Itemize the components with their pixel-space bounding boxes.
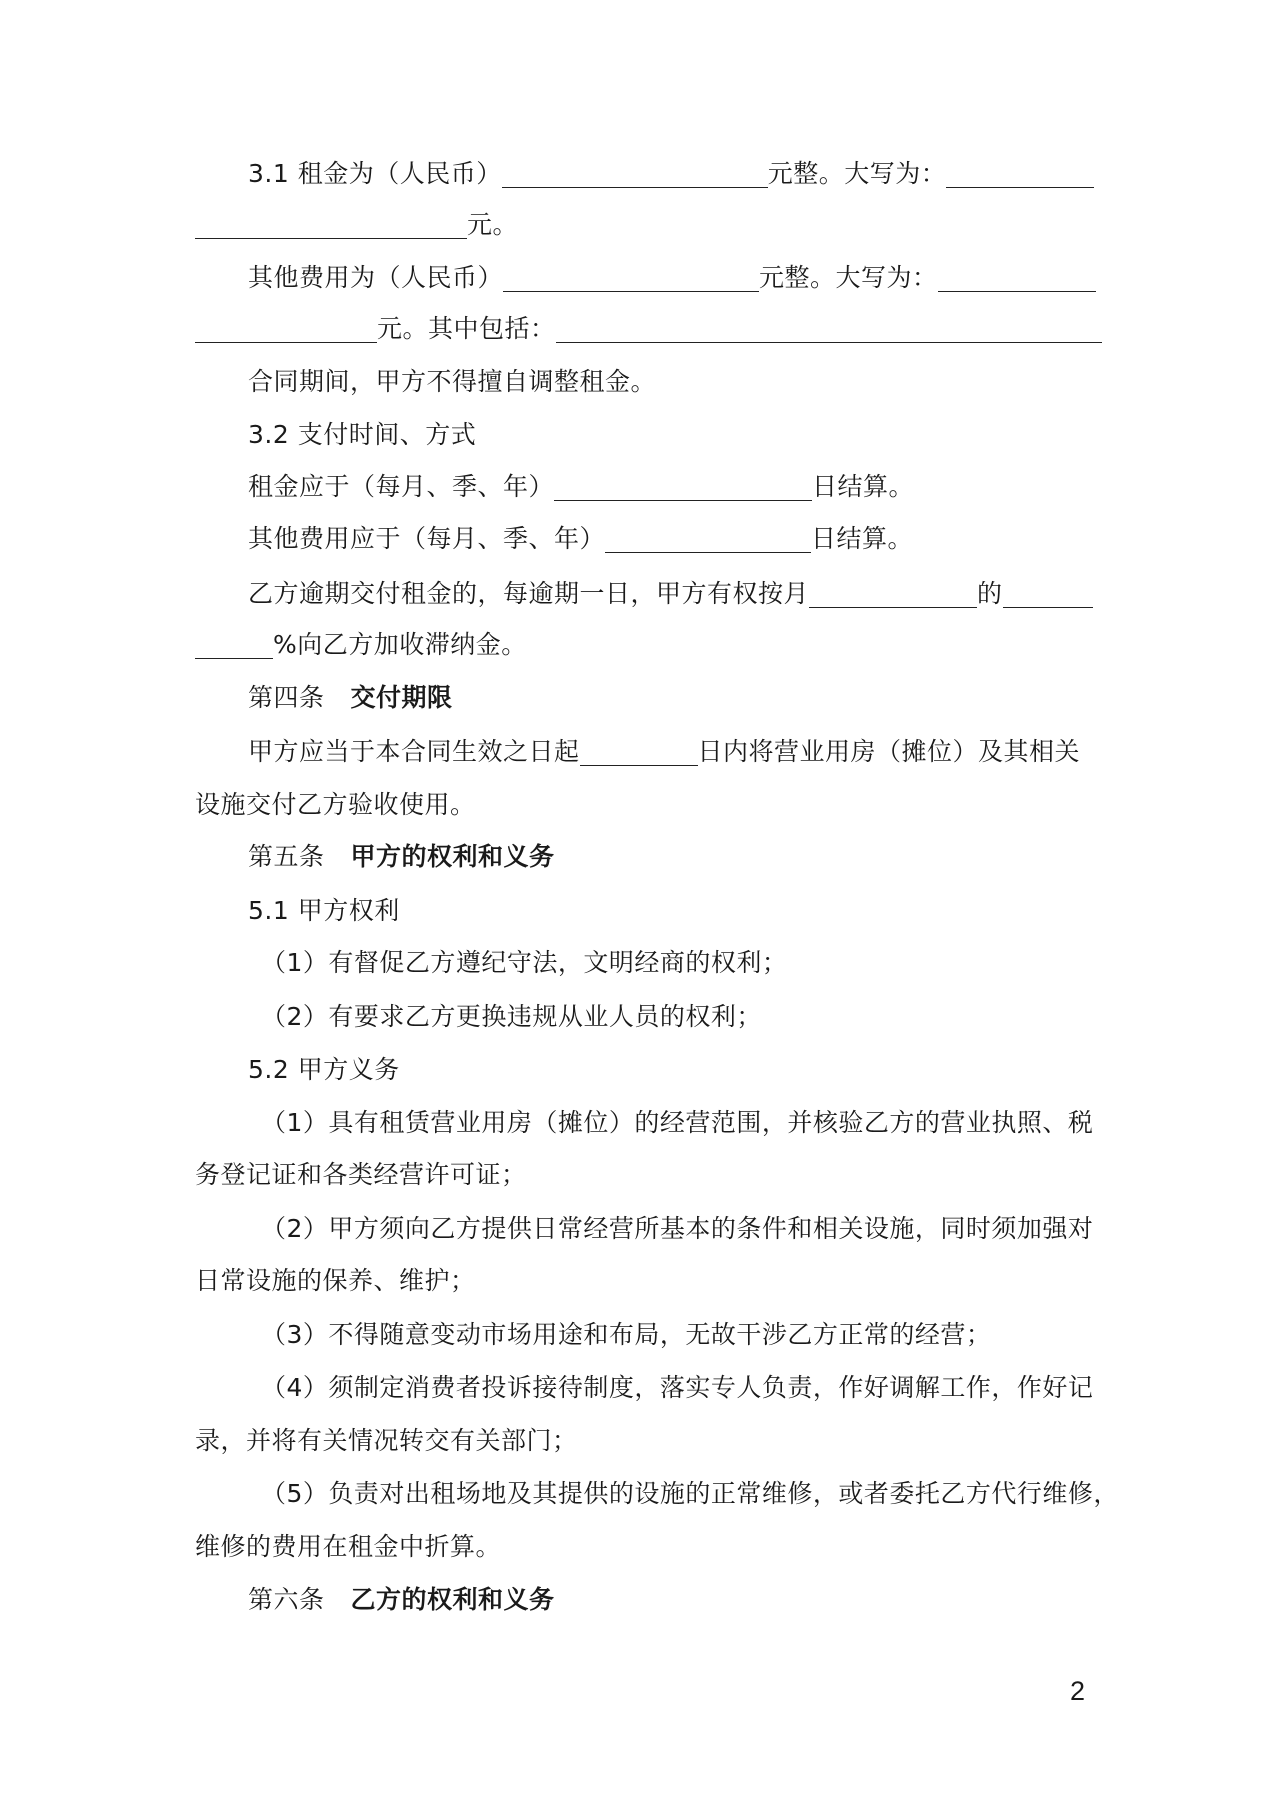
other-fees-blank[interactable] [503, 261, 759, 292]
party-a-right-2: （2）有要求乙方更换违规从业人员的权利； [261, 1002, 762, 1031]
other-fees-capital-blank-2[interactable] [195, 312, 377, 343]
page-number: 2 [1070, 1676, 1086, 1706]
fees-settle-line [195, 517, 1148, 561]
delivery-cont-line: 设施交付乙方验收使用。 [195, 790, 476, 819]
rent-settle-line [195, 465, 1148, 509]
party-a-duty-5-cont: 维修的费用在租金中折算。 [195, 1532, 502, 1561]
late-fee-suffix: %向乙方加收滞纳金。 [273, 630, 527, 659]
delivery-line [195, 730, 1148, 774]
no-adjust-line: 合同期间，甲方不得擅自调整租金。 [248, 367, 657, 396]
delivery-suffix: 日内将营业用房（摊位）及其相关 [697, 737, 1081, 766]
party-a-duty-4-cont: 录，并将有关情况转交有关部门； [195, 1426, 578, 1455]
rent-capital-cont-line [195, 203, 1095, 247]
rent-amount-blank[interactable] [502, 157, 768, 188]
late-fee-cont-line [195, 623, 1095, 667]
rent-capital-blank[interactable] [946, 157, 1094, 188]
payment-heading: 3.2 支付时间、方式 [248, 420, 477, 449]
party-a-duty-1-cont: 务登记证和各类经营许可证； [195, 1160, 527, 1189]
other-fees-cont-line [195, 307, 1095, 351]
party-a-duty-2-cont: 日常设施的保养、维护； [195, 1266, 476, 1295]
yuan-label: 元。 [467, 210, 519, 239]
article-4-title: 交付期限 [350, 683, 453, 712]
late-fee-label: 乙方逾期交付租金的，每逾期一日，甲方有权按月 [248, 579, 810, 608]
late-fee-line [195, 572, 1148, 616]
article-5-title: 甲方的权利和义务 [350, 842, 555, 871]
article-5-number: 第五条 [248, 842, 325, 871]
party-a-right-1: （1）有督促乙方遵纪守法，文明经商的权利； [261, 948, 788, 977]
late-fee-rate-blank[interactable] [1003, 577, 1093, 608]
rent-settle-label: 租金应于（每月、季、年） [248, 472, 555, 501]
other-fees-capital-blank[interactable] [938, 261, 1096, 292]
of-label: 的 [977, 579, 1003, 608]
party-a-duties-heading: 5.2 甲方义务 [248, 1055, 400, 1084]
rent-capital-blank-2[interactable] [195, 208, 467, 239]
article-6-number: 第六条 [248, 1585, 325, 1614]
settle-suffix: 日结算。 [812, 472, 915, 501]
rent-settle-blank[interactable] [554, 470, 812, 501]
party-a-duty-4: （4）须制定消费者投诉接待制度，落实专人负责，作好调解工作，作好记 [261, 1373, 1094, 1402]
article-4-number: 第四条 [248, 683, 325, 712]
fees-settle-blank[interactable] [605, 522, 811, 553]
late-fee-basis-blank[interactable] [809, 577, 977, 608]
article-5-heading [195, 835, 1148, 879]
rent-amount-label: 3.1 租金为（人民币） [248, 159, 502, 188]
article-6-title: 乙方的权利和义务 [350, 1585, 555, 1614]
other-fees-label: 其他费用为（人民币） [248, 263, 504, 292]
rent-capital-label: 元整。大写为： [767, 159, 947, 188]
party-a-duty-3: （3）不得随意变动市场用途和布局，无故干涉乙方正常的经营； [261, 1320, 992, 1349]
settle-suffix-2: 日结算。 [811, 524, 914, 553]
other-fees-line [195, 256, 1148, 300]
other-fees-capital-label: 元整。大写为： [759, 263, 938, 292]
late-fee-rate-blank-2[interactable] [195, 628, 273, 659]
party-a-duty-5: （5）负责对出租场地及其提供的设施的正常维修，或者委托乙方代行维修， [261, 1479, 1119, 1508]
includes-label: 元。其中包括： [377, 314, 556, 343]
article-6-heading [195, 1578, 1148, 1622]
article-4-heading [195, 676, 1148, 720]
fees-settle-label: 其他费用应于（每月、季、年） [248, 524, 606, 553]
delivery-label: 甲方应当于本合同生效之日起 [248, 737, 580, 766]
rent-amount-line [195, 152, 1148, 196]
party-a-duty-1: （1）具有租赁营业用房（摊位）的经营范围，并核验乙方的营业执照、税 [261, 1108, 1094, 1137]
party-a-rights-heading: 5.1 甲方权利 [248, 896, 400, 925]
party-a-duty-2: （2）甲方须向乙方提供日常经营所基本的条件和相关设施，同时须加强对 [261, 1214, 1094, 1243]
includes-blank[interactable] [556, 312, 1102, 343]
delivery-days-blank[interactable] [580, 735, 698, 766]
